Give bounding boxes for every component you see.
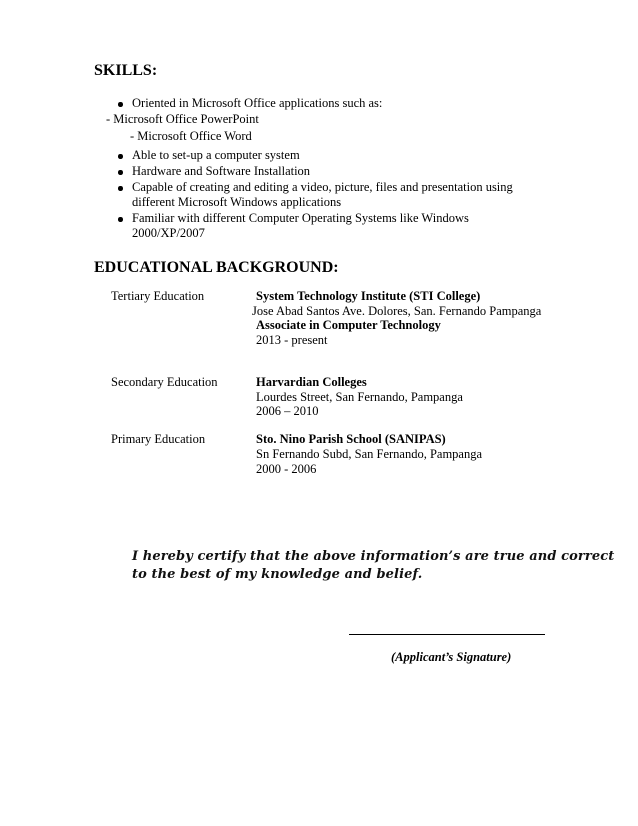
school-address-tertiary: Jose Abad Santos Ave. Dolores, San. Fernando Pampanga <box>252 304 542 318</box>
skill-item-continuation: 2000/XP/2007 <box>132 226 205 240</box>
skill-subitem: - Microsoft Office Word <box>130 129 252 143</box>
certification-line-1: I hereby certify that the above information’s are true and correct <box>132 549 615 564</box>
signature-line <box>349 634 545 635</box>
school-name-secondary: Harvardian Colleges <box>256 375 367 389</box>
skill-item: Able to set-up a computer system <box>132 148 300 162</box>
skill-item-continuation: different Microsoft Windows applications <box>132 195 342 209</box>
education-level-secondary: Secondary Education <box>111 375 218 389</box>
certification-line-2: to the best of my knowledge and belief. <box>132 567 423 582</box>
years-tertiary: 2013 - present <box>256 333 328 347</box>
skill-item: Familiar with different Computer Operating Systems like Windows <box>132 211 469 225</box>
skills-heading: SKILLS: <box>94 62 158 79</box>
years-secondary: 2006 – 2010 <box>256 404 319 418</box>
course-tertiary: Associate in Computer Technology <box>256 318 441 332</box>
school-address-primary: Sn Fernando Subd, San Fernando, Pampanga <box>256 447 483 461</box>
education-level-tertiary: Tertiary Education <box>111 289 205 303</box>
school-address-secondary: Lourdes Street, San Fernando, Pampanga <box>256 390 463 404</box>
school-name-tertiary: System Technology Institute (STI College) <box>256 289 481 303</box>
years-primary: 2000 - 2006 <box>256 462 317 476</box>
signature-label: (Applicant’s Signature) <box>391 650 512 664</box>
school-name-primary: Sto. Nino Parish School (SANIPAS) <box>256 432 446 446</box>
skill-subitem: - Microsoft Office PowerPoint <box>106 112 259 126</box>
education-heading: EDUCATIONAL BACKGROUND: <box>94 259 339 276</box>
skill-item: Capable of creating and editing a video, picture, files and presentation using <box>132 180 513 194</box>
skill-item: Oriented in Microsoft Office applications such as: <box>132 96 383 110</box>
skill-item: Hardware and Software Installation <box>132 164 311 178</box>
education-level-primary: Primary Education <box>111 432 206 446</box>
